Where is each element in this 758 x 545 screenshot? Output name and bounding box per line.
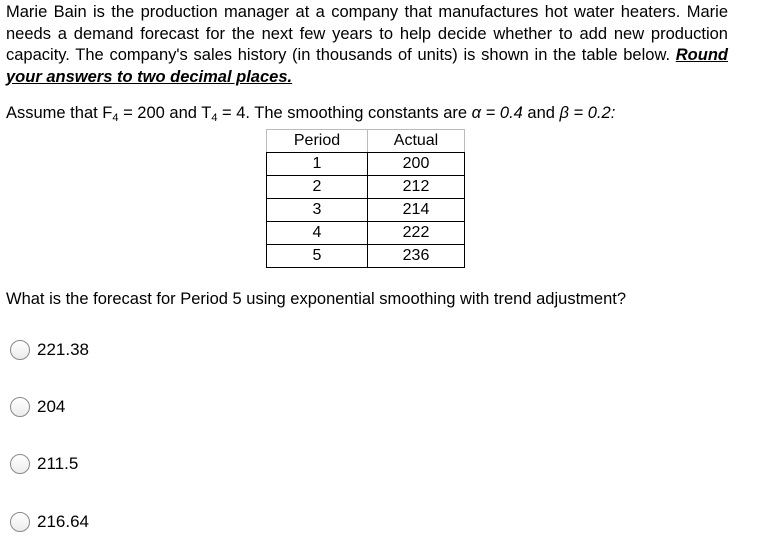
actual-cell: 236 (368, 245, 465, 268)
answer-option-3[interactable] (10, 454, 78, 474)
period-cell: 3 (267, 199, 368, 222)
actual-cell: 214 (368, 199, 465, 222)
radio-button[interactable] (10, 512, 30, 532)
period-cell: 4 (267, 222, 368, 245)
period-cell: 1 (267, 153, 368, 176)
and-text: and (522, 104, 560, 122)
rounding-instruction: Round your answers to two decimal places. (6, 46, 728, 86)
option-label: 211.5 (37, 454, 79, 473)
actual-cell: 222 (368, 222, 465, 245)
period-cell: 2 (267, 176, 368, 199)
t-value-text: = 4. The smoothing constants are (217, 104, 472, 122)
intro-text: Marie Bain is the production manager at a company that manufactures hot water heaters. Marie needs a demand forecast for the next few years to help decide whether to add new production capacity. The company's sales history (in thousands of units) is shown in the table below. (6, 3, 728, 64)
table-row (267, 199, 465, 222)
answer-option-4[interactable] (10, 512, 89, 532)
radio-button[interactable] (10, 397, 30, 417)
question-text: What is the forecast for Period 5 using exponential smoothing with trend adjustment? (6, 290, 627, 308)
table-row (267, 245, 465, 268)
answer-option-1[interactable] (10, 340, 89, 360)
radio-button[interactable] (10, 340, 30, 360)
actual-cell: 212 (368, 176, 465, 199)
table-header-row (267, 130, 465, 153)
assume-prefix: Assume that F (6, 104, 113, 122)
t-subscript: 4 (211, 112, 218, 124)
answer-option-2[interactable] (10, 397, 65, 417)
table-row (267, 222, 465, 245)
table-row (267, 153, 465, 176)
actual-cell: 200 (368, 153, 465, 176)
header-actual: Actual (368, 130, 465, 153)
f-subscript: 4 (112, 112, 119, 124)
option-label: 204 (37, 397, 66, 416)
assumptions-line (6, 102, 746, 124)
f-value-text: = 200 and T (118, 104, 212, 122)
period-cell: 5 (267, 245, 368, 268)
beta-constant: β = 0.2: (559, 104, 616, 122)
table-row (267, 176, 465, 199)
option-label: 221.38 (37, 340, 89, 359)
sales-history-table (266, 129, 465, 268)
option-label: 216.64 (37, 512, 89, 531)
header-period: Period (267, 130, 368, 153)
radio-button[interactable] (10, 454, 30, 474)
alpha-constant: α = 0.4 (471, 104, 523, 122)
problem-intro (6, 2, 728, 88)
